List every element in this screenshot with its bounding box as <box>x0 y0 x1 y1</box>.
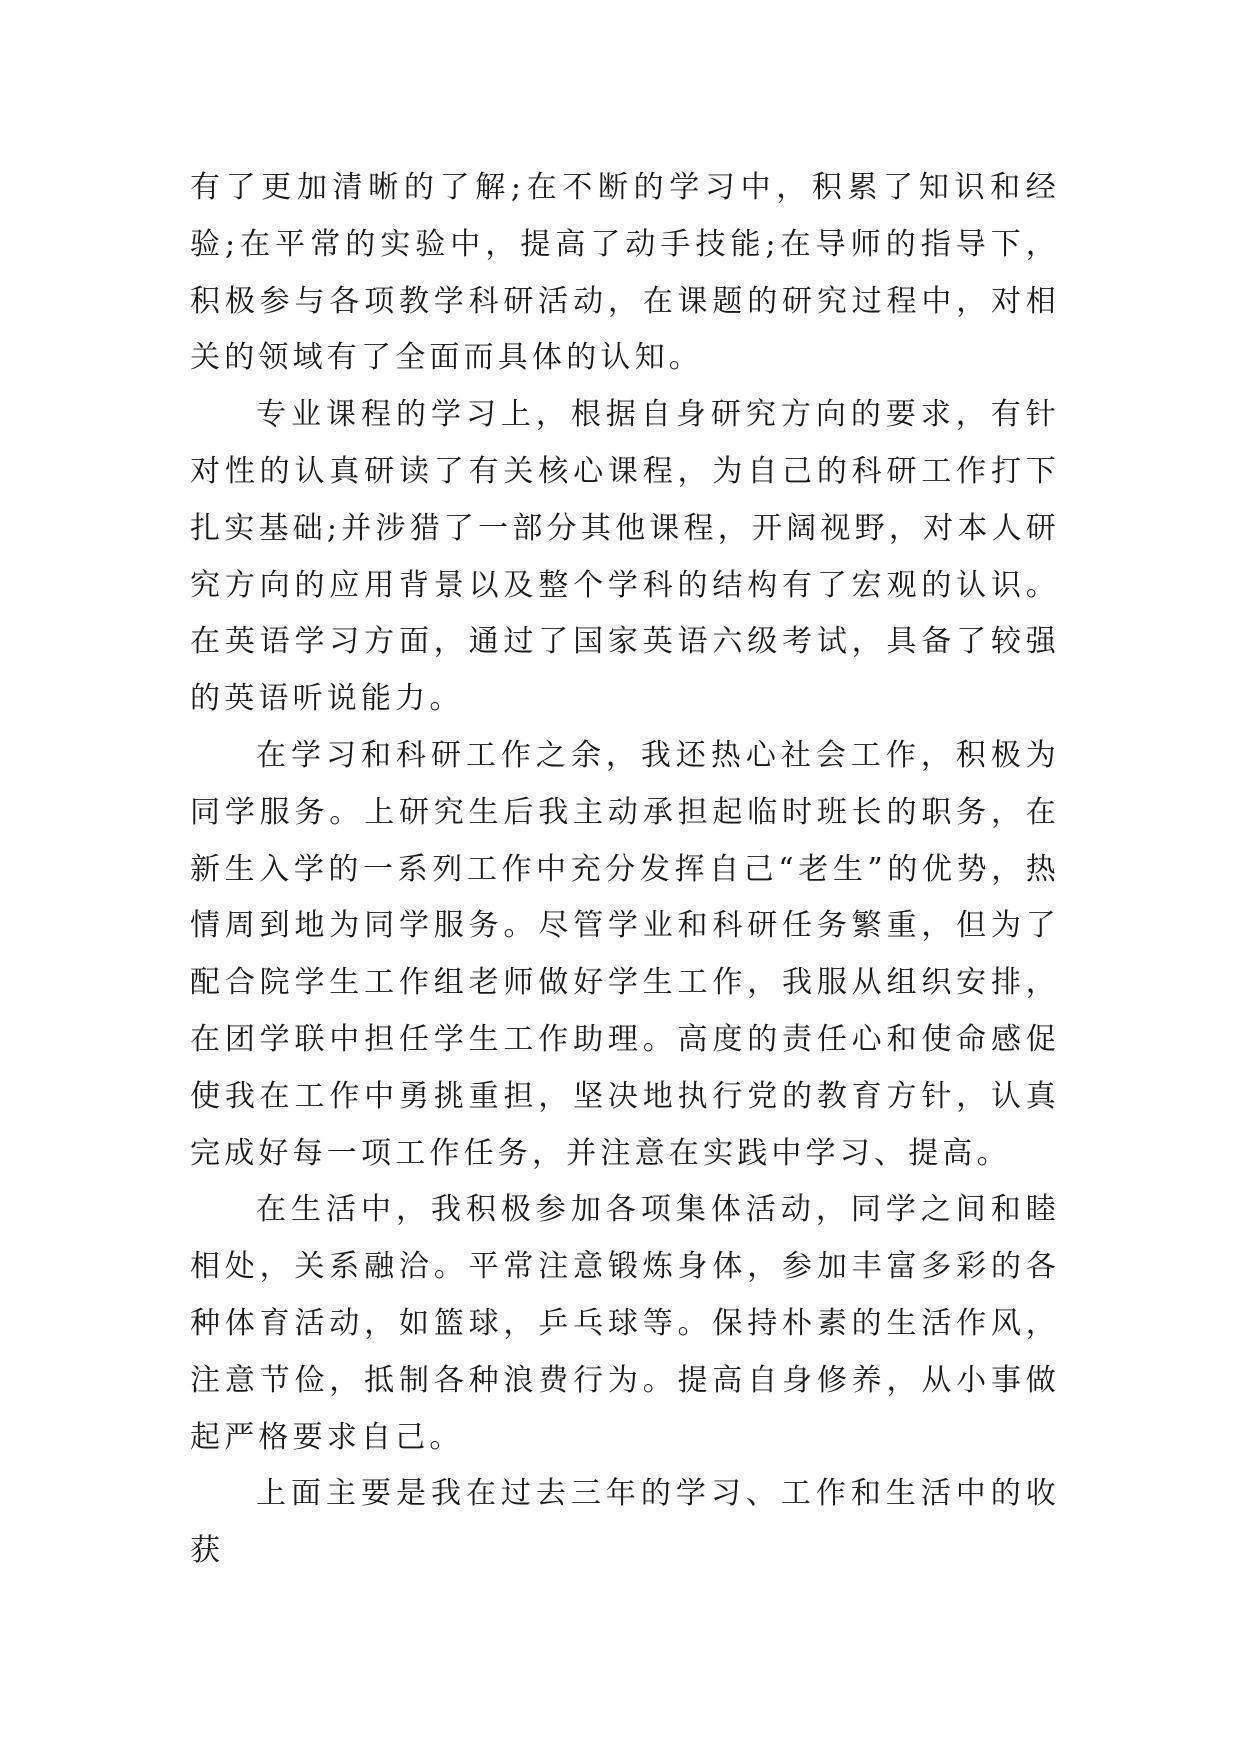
paragraph-5: 上面主要是我在过去三年的学习、工作和生活中的收获 <box>190 1476 1060 1569</box>
document-body <box>190 160 1060 1580</box>
paragraph-4: 在生活中，我积极参加各项集体活动，同学之间和睦相处，关系融洽。平常注意锻炼身体，参加丰富多彩的各种体育活动，如篮球，乒乓球等。保持朴素的生活作风，注意节俭，抵制各种浪费行为。提高自身修养，从小事做起严格要求自己。 <box>190 1192 1060 1455</box>
paragraph-3: 在学习和科研工作之余，我还热心社会工作，积极为同学服务。上研究生后我主动承担起临时班长的职务，在新生入学的一系列工作中充分发挥自己“老生”的优势，热情周到地为同学服务。尽管学业和科研任务繁重，但为了配合院学生工作组老师做好学生工作，我服从组织安排，在团学联中担任学生工作助理。高度的责任心和使命感促使我在工作中勇挑重担，坚决地执行党的教育方针，认真完成好每一项工作任务，并注意在实践中学习、提高。 <box>190 737 1060 1171</box>
paragraph-2: 专业课程的学习上，根据自身研究方向的要求，有针对性的认真研读了有关核心课程，为自己的科研工作打下扎实基础;并涉猎了一部分其他课程，开阔视野，对本人研究方向的应用背景以及整个学科的结构有了宏观的认识。在英语学习方面，通过了国家英语六级考试，具备了较强的英语听说能力。 <box>190 397 1060 717</box>
paragraph-1: 有了更加清晰的了解;在不断的学习中，积累了知识和经验;在平常的实验中，提高了动手技能;在导师的指导下，积极参与各项教学科研活动，在课题的研究过程中，对相关的领域有了全面而具体的认知。 <box>190 170 1060 376</box>
